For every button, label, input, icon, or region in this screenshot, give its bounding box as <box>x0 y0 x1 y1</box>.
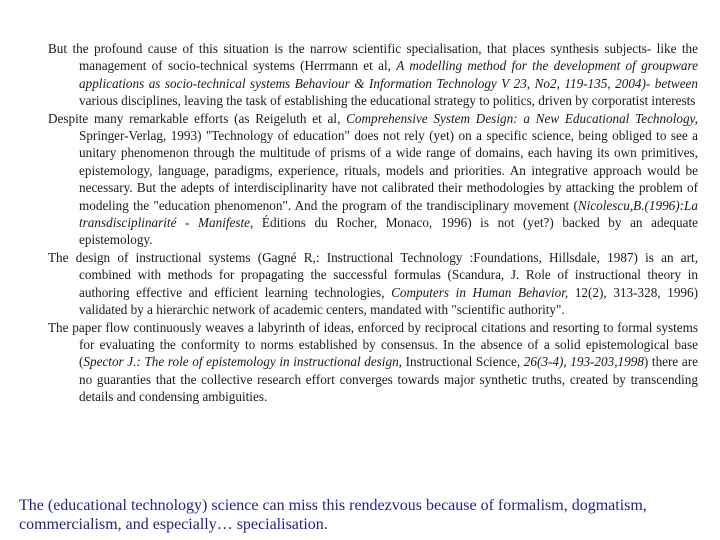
paragraph-4-citation-2: 26(3-4), 193-203,1998 <box>523 354 644 370</box>
main-text-block <box>48 40 698 406</box>
paragraph-2-citation-2: Nicolescu,B.(1996):La transdisciplinarité - Manifeste, <box>79 197 698 231</box>
paragraph-1-citation: A modelling method for the development of groupware applications as socio-technical systems Behaviour & Information Technology V 23, No2, 119-135, 2004)- between <box>79 58 698 91</box>
conclusion-statement: The (educational technology) science can miss this rendezvous because of formalism, dogmatism, commercialism, and especially… specialisation. <box>19 497 647 534</box>
paragraph-4-text-a: The paper flow continuously weaves a labyrinth of ideas, enforced by reciprocal citations and resorting to formal systems for evaluating the conformity to norms established by consensus. In the absence of a solid epistemological base ( <box>48 319 698 370</box>
paragraph-2-text-c: Springer-Verlag, 1993) "Technology of education" does not rely (yet) on a specific science, being obliged to see a unitary phenomenon through the multitude of prisms of a wide range of domains, each having its own primitives, epistemology, language, paradigms, experience, rituals, models and priorities. An integrative approach would be necessary. But the adepts of interdisciplinarity have not calibrated their methodologies by attacking the problem of modeling the "education phenomenon". And the program of the trandisciplinary movement ( <box>79 128 698 213</box>
paragraph-1-text-a: But the profound cause of this situation is the narrow scientific specialisation, that places synthesis subjects- like the management of socio-technical systems (Herrmann et al, <box>48 41 698 74</box>
paragraph-2-text-e: Éditions du Rocher, Monaco, 1996) is not (yet?) backed by an adequate epistemology. <box>79 215 698 248</box>
paragraph-paper-flow <box>48 319 698 406</box>
paragraph-3-citation: Computers in Human Behavior, <box>391 284 569 300</box>
paragraph-instructional-design <box>48 249 698 319</box>
paragraph-2-text-a: Despite many remarkable efforts (as Reigeluth et al, <box>48 110 347 126</box>
paragraph-specialisation <box>48 40 698 110</box>
paragraph-2-citation-1: Comprehensive System Design: a New Educational Technology, <box>346 110 698 126</box>
paragraph-1-text-c: various disciplines, leaving the task of establishing the educational strategy to politics, driven by corporatist interests <box>79 93 696 109</box>
paragraph-4-citation-1: Spector J.: The role of epistemology in instructional design, <box>83 354 402 370</box>
paragraph-technology-of-education <box>48 110 698 249</box>
paragraph-3-text-c: 12(2), 313-328, 1996) validated by a hierarchic network of academic centers, mandated with "scientific authority". <box>79 284 698 318</box>
paragraph-3-text-a: The design of instructional systems (Gagné R,: Instructional Technology :Foundations, Hillsdale, 1987) is an art, combined with methods for propagating the successful formulas (Scandura, J. Role of instructional theory in authoring effective and efficient learning technologies, <box>48 249 698 300</box>
paragraph-4-text-c: Instructional Science, <box>401 354 524 370</box>
paragraph-4-text-e: ) there are no guaranties that the collective research effort converges towards major synthetic truths, created by transcending details and condensing ambiguities. <box>79 354 698 405</box>
